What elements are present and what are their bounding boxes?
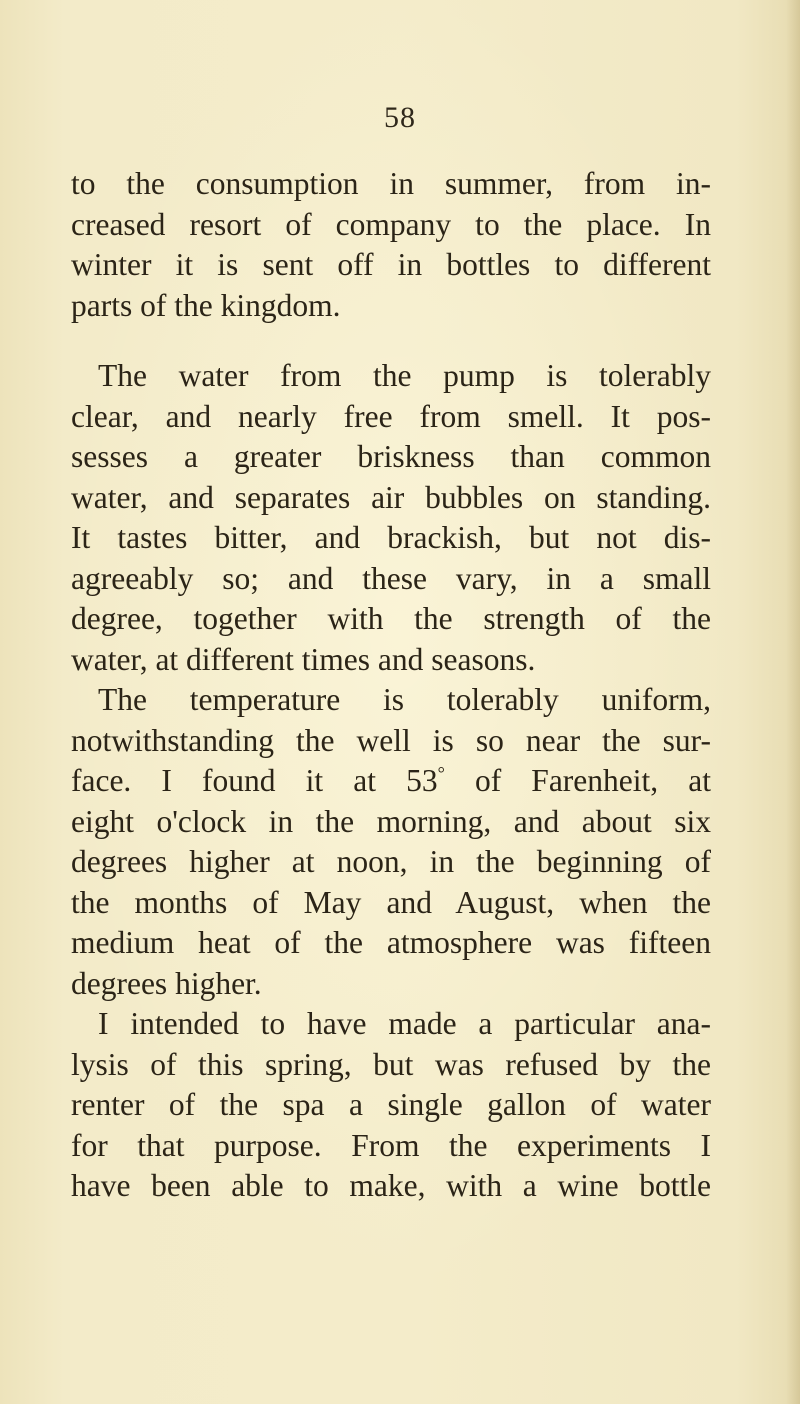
text-line: water, and separates air bubbles on standing. (71, 479, 711, 515)
text-line: have been able to make, with a wine bottle (71, 1168, 711, 1203)
body-text (71, 164, 711, 1207)
text-line: eight o'clock in the morning, and about six (71, 803, 711, 839)
text-line: sesses a greater briskness than common (71, 439, 711, 474)
text-line: The temperature is tolerably uniform, (98, 682, 711, 717)
text-line: the months of May and August, when the (71, 884, 711, 920)
degree-symbol: ° (437, 763, 445, 783)
paragraph-2 (71, 356, 711, 680)
text-line: creased resort of company to the place. In (71, 206, 711, 242)
text-line: notwithstanding the well is so near the sur- (71, 722, 711, 758)
text-line: for that purpose. From the experiments I (71, 1127, 711, 1163)
text-line: The water from the pump is tolerably (98, 358, 711, 393)
text-line-with-degree (71, 761, 711, 802)
paragraph-3 (71, 680, 711, 1004)
text-line: degree, together with the strength of the (71, 601, 711, 636)
paragraph-4 (71, 1004, 711, 1207)
text-line: It tastes bitter, and brackish, but not dis- (71, 520, 711, 555)
page-number: 58 (384, 101, 416, 134)
text-line: clear, and nearly free from smell. It pos- (71, 398, 711, 434)
text-line: renter of the spa a single gallon of water (71, 1087, 711, 1122)
text-line: lysis of this spring, but was refused by the (71, 1046, 711, 1082)
text-line: winter it is sent off in bottles to different (71, 247, 711, 282)
text-line: degrees higher. (71, 965, 262, 1001)
text-line: degrees higher at noon, in the beginning of (71, 844, 711, 879)
paragraph-1 (71, 164, 711, 326)
paragraph-gap (71, 326, 711, 356)
text-line: water, at different times and seasons. (71, 641, 536, 677)
text-line: medium heat of the atmosphere was fifteen (71, 925, 711, 960)
text-line: I intended to have made a particular ana- (98, 1006, 711, 1041)
text-line: to the consumption in summer, from in- (71, 166, 711, 201)
text-segment: of Farenheit, at (444, 763, 711, 798)
text-line: agreeably so; and these vary, in a small (71, 560, 711, 596)
text-line: parts of the kingdom. (71, 287, 341, 323)
page-edge-shading (786, 0, 800, 1404)
text-segment: face. I found it at 53 (71, 763, 438, 798)
